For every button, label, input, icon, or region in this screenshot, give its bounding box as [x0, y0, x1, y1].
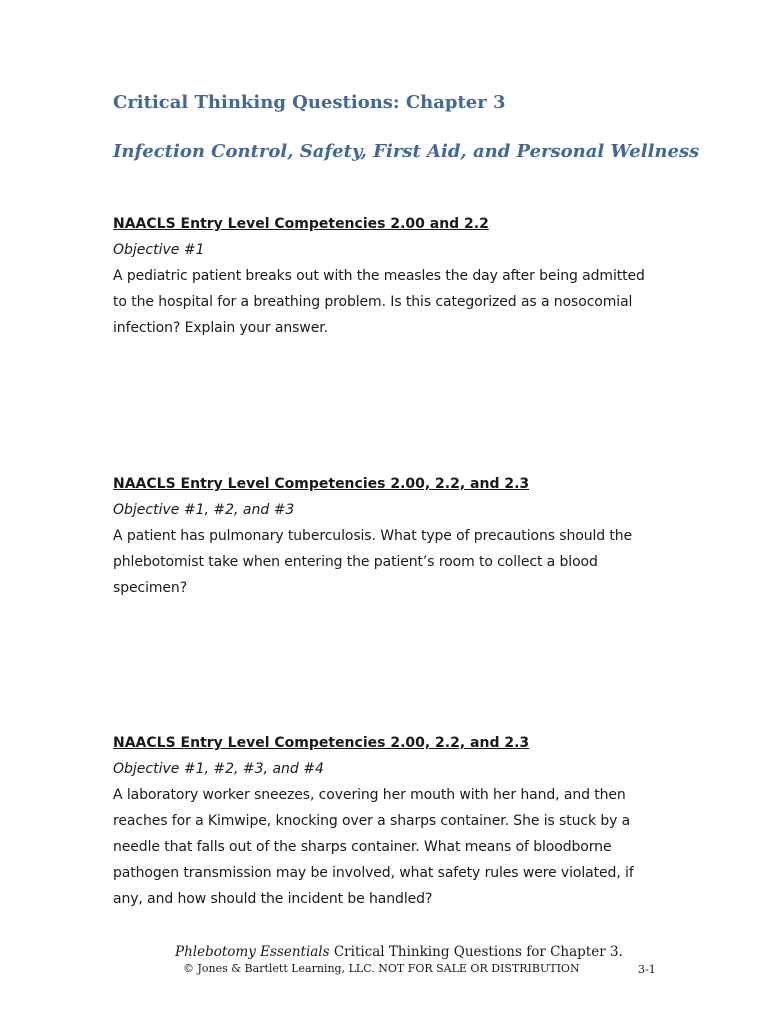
- page-subtitle: Infection Control, Safety, First Aid, and Personal Wellness: [113, 141, 700, 162]
- question-section-1: [113, 211, 658, 341]
- footer-book-title: Phlebotomy Essentials: [175, 944, 330, 960]
- footer-caption: [175, 944, 623, 960]
- footer-caption-text: Critical Thinking Questions for Chapter 3.: [329, 944, 623, 960]
- question-text: A pediatric patient breaks out with the measles the day after being admitted to the hospital for a breathing problem. Is this categorized as a nosocomial infection? Explain your answer.: [113, 268, 645, 336]
- competency-heading: NAACLS Entry Level Competencies 2.00, 2.2, and 2.3: [113, 735, 530, 751]
- page-number: 3-1: [638, 963, 656, 976]
- competency-heading: NAACLS Entry Level Competencies 2.00 and 2.2: [113, 216, 489, 232]
- competency-heading: NAACLS Entry Level Competencies 2.00, 2.2, and 2.3: [113, 476, 530, 492]
- question-text: A patient has pulmonary tuberculosis. What type of precautions should the phlebotomist take when entering the patient’s room to collect a blood specimen?: [113, 528, 633, 596]
- page-title: Critical Thinking Questions: Chapter 3: [113, 92, 506, 113]
- question-text: A laboratory worker sneezes, covering her mouth with her hand, and then reaches for a Kimwipe, knocking over a sharps container. She is stuck by a needle that falls out of the sharps container. What means of bloodborne pathogen transmission may be involved, what safety rules were violated, if any, and how should the incident be handled?: [113, 787, 634, 907]
- objective-label: Objective #1, #2, #3, and #4: [113, 761, 324, 777]
- objective-label: Objective #1, #2, and #3: [113, 502, 295, 518]
- objective-label: Objective #1: [113, 242, 205, 258]
- question-section-2: [113, 471, 658, 601]
- question-section-3: [113, 730, 658, 912]
- footer-copyright: © Jones & Bartlett Learning, LLC. NOT FOR SALE OR DISTRIBUTION: [183, 962, 580, 975]
